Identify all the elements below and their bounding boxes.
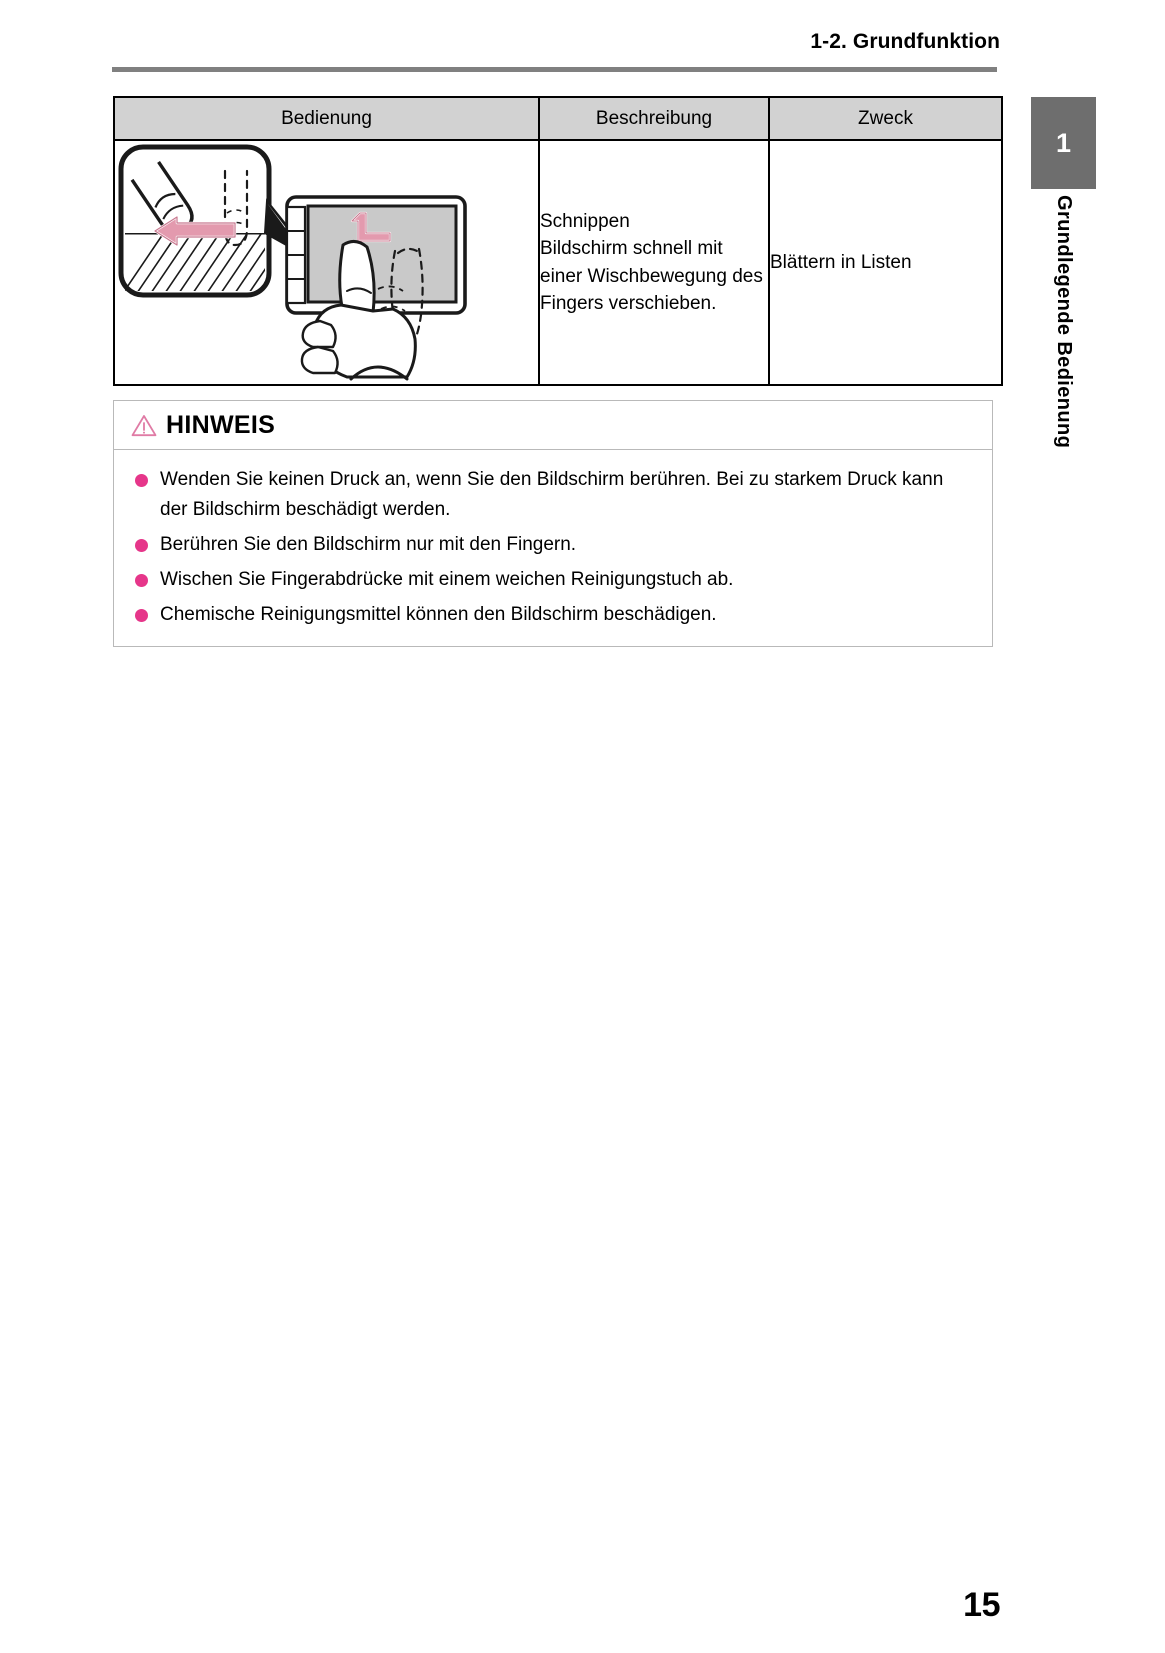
notice-title: HINWEIS (166, 410, 276, 439)
gesture-description (539, 140, 769, 385)
header-divider (112, 67, 997, 72)
chapter-tab-label (1031, 195, 1096, 495)
notice-item-text: Chemische Reinigungsmittel können den Bildschirm beschädigen. (160, 604, 717, 625)
notice-list (114, 450, 992, 646)
notice-item-text: Wischen Sie Fingerabdrücke mit einem weichen Reinigungstuch ab. (160, 569, 734, 590)
list-item (132, 600, 974, 630)
column-header-purpose: Zweck (769, 97, 1002, 140)
column-header-operation: Bedienung (114, 97, 539, 140)
gesture-table (113, 96, 1003, 386)
chapter-number: 1 (1055, 127, 1072, 158)
list-item (132, 530, 974, 560)
flick-gesture-drawing (115, 141, 535, 381)
notice-item-text: Berühren Sie den Bildschirm nur mit den Fingern. (160, 534, 577, 555)
chapter-label-text: Grundlegende Bedienung (1053, 195, 1075, 449)
bullet-dot-icon (135, 574, 148, 587)
gesture-description-body: Bildschirm schnell mit einer Wischbewegung des Fingers verschieben. (540, 238, 763, 314)
bullet-dot-icon (135, 609, 148, 622)
flick-gesture-illustration (114, 140, 539, 385)
notice-box (113, 400, 993, 647)
notice-header (114, 401, 992, 450)
page-number: 15 (963, 1586, 1000, 1624)
bullet-dot-icon (135, 539, 148, 552)
gesture-description-title: Schnippen (540, 210, 630, 232)
gesture-purpose: Blättern in Listen (769, 140, 1002, 385)
notice-item-text: Wenden Sie keinen Druck an, wenn Sie den Bildschirm berühren. Bei zu starkem Druck kann der Bildschirm beschädigt werden. (160, 469, 944, 520)
table-body (114, 140, 1002, 385)
column-header-description: Beschreibung (539, 97, 769, 140)
chapter-tab-number (1031, 97, 1096, 189)
table-row (114, 140, 1002, 385)
page-title: 1-2. Grundfunktion (810, 30, 1000, 53)
page-header (0, 0, 1165, 80)
table-header (114, 97, 1002, 140)
bullet-dot-icon (135, 474, 148, 487)
warning-triangle-icon (131, 414, 157, 437)
table-header-row (114, 97, 1002, 140)
list-item (132, 465, 974, 525)
list-item (132, 565, 974, 595)
